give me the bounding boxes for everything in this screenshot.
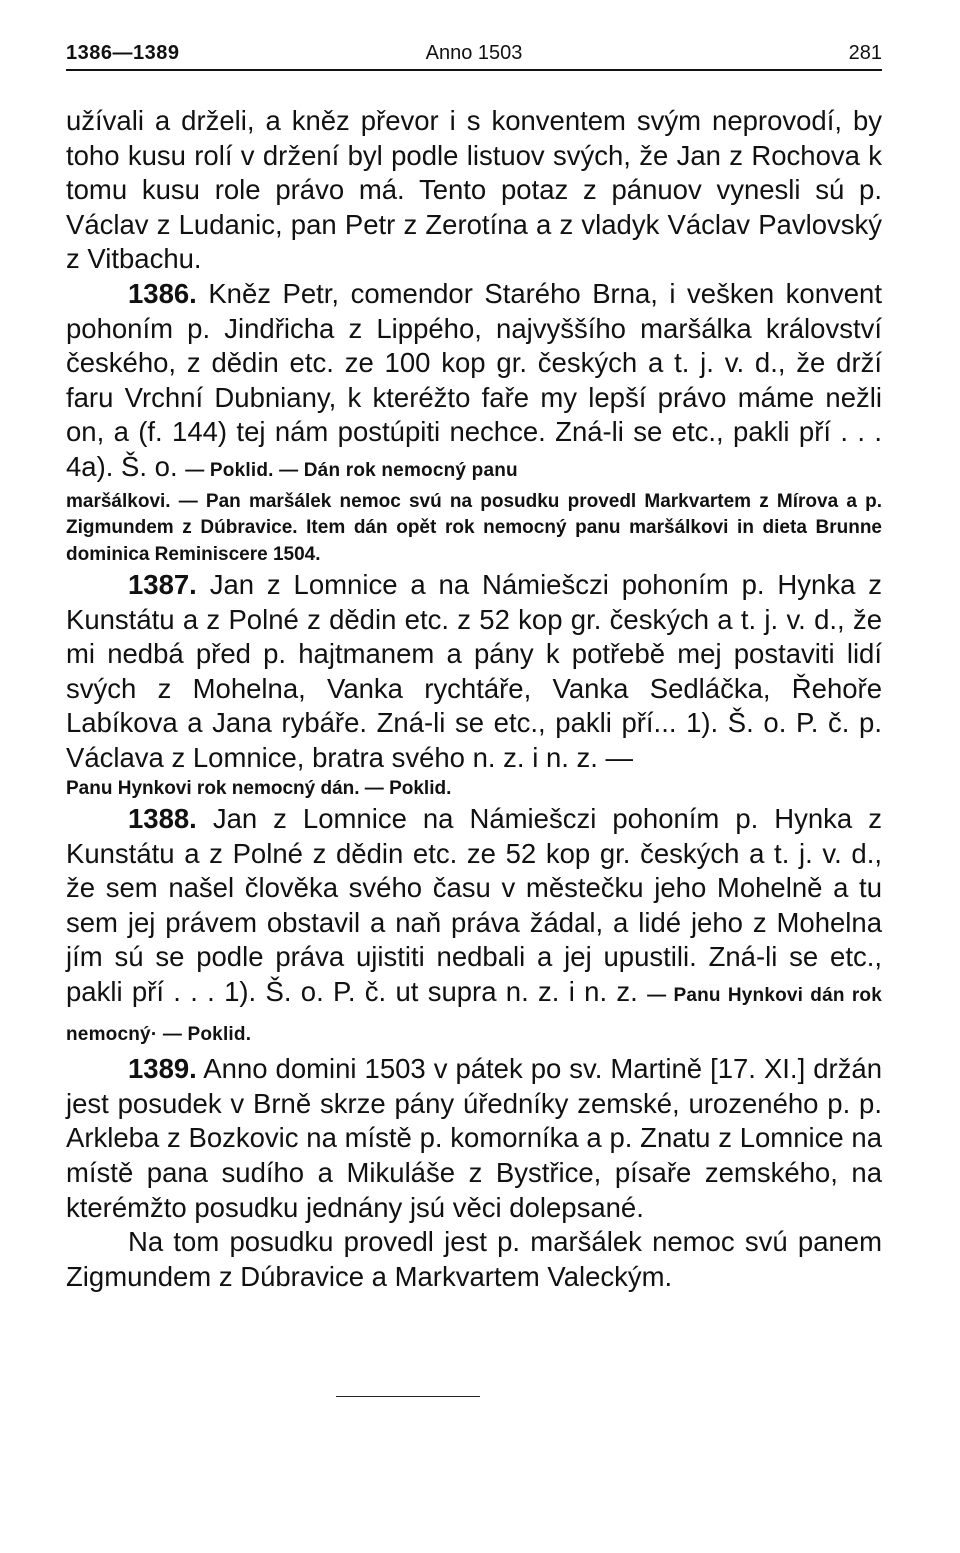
- entry-note: — Panu Hynkovi dán rok nemocný· — Poklid.: [66, 985, 882, 1045]
- entry-text: Anno domini 1503 v pátek po sv. Martině [17. XI.] držán jest posudek v Brně skrze pány úředníky zemské, urozeného p. p. Arkleba z Bozkovic na místě p. komorníka a p. Znatu z Lomnice na místě pana sudího a Mikuláše z Bystřice, písaře zemského, na kterémžto posudku jednány jsú věci dolepsané.: [66, 1053, 882, 1223]
- running-header: [66, 40, 882, 66]
- entry-1387-note: Panu Hynkovi rok nemocný dán. — Poklid.: [66, 777, 452, 799]
- entry-1387: [66, 568, 882, 776]
- entry-1386-note: maršálkovi. — Pan maršálek nemoc svú na posudku provedl Markvartem z Mírova a p. Zigmundem z Dúbravice. Item dán opět rok nemocný panu maršálkovi in dieta Brunne dominica Reminiscere 1504.: [66, 490, 882, 565]
- entry-1389: [66, 1052, 882, 1225]
- entry-1388: [66, 802, 882, 1052]
- header-rule: [66, 69, 882, 71]
- entry-text: Jan z Lomnice a na Námiešczi pohoním p. Hynka z Kunstátu a z Polné z dědin etc. z 52 kop gr. českých a t. j. v. d., že mi nedbá před p. hajtmanem a pány k potřebě mej postaviti lidí svých z Mohelna, Vanka rychtáře, Vanka Sedláčka, Řehoře Labíkova a Jana rybáře. Zná-li se etc., pakli pří... 1). Š. o. P. č. p. Václava z Lomnice, bratra svého n. z. i n. z. —: [66, 569, 882, 773]
- body-text: [66, 104, 882, 1294]
- entry-number: 1387.: [128, 569, 197, 601]
- header-title: Anno 1503: [425, 42, 523, 64]
- page-number: 281: [848, 42, 882, 64]
- entry-number: 1389.: [128, 1053, 197, 1085]
- entry-1386: [66, 277, 882, 489]
- footer-rule: [336, 1396, 480, 1397]
- entry-text: Jan z Lomnice na Námiešczi pohoním p. Hynka z Kunstátu a z Polné z dědin etc. ze 52 kop gr. českých a t. j. v. d., že sem našel člověka svého času v městečku jeho Mohelně a tu sem jej právem obstavil a naň práva žádal, a lidé jeho z Mohelna jím sú se podle práva ujistiti nedbali a jej upustili. Zná-li se etc., pakli pří . . . 1). Š. o. P. č. ut supra n. z. i n. z.: [66, 803, 882, 1008]
- paragraph-continued: užívali a drželi, a kněz převor i s konventem svým neprovodí, by toho kusu rolí v držení byl podle listuov svých, že Jan z Rochova k tomu kusu role právo má. Tento potaz z pánuov vynesli sú p. Václav z Ludanic, pan Petr z Zerotína a z vladyk Václav Pavlovský z Vitbachu.: [66, 105, 882, 275]
- entry-number: 1388.: [128, 803, 197, 835]
- closing-paragraph: Na tom posudku provedl jest p. maršálek nemoc svú panem Zigmundem z Dúbravice a Markvartem Valeckým.: [66, 1226, 882, 1292]
- document-page: [66, 0, 882, 1553]
- entry-text: Kněz Petr, comendor Starého Brna, i vešken konvent pohoním p. Jindřicha z Lippého, najvyššího maršálka království českého, z dědin etc. ze 100 kop gr. českých a t. j. v. d., že drží faru Vrchní Dubniany, k kteréžto faře my lepší právo máme nežli on, a (f. 144) tej nám postúpiti nechce. Zná-li se etc., pakli pří . . . 4a). Š. o.: [66, 277, 882, 482]
- entry-note: — Poklid. — Dán rok nemocný panu: [185, 459, 518, 481]
- entry-number: 1386.: [128, 277, 197, 309]
- entry-range: 1386—1389: [66, 42, 180, 64]
